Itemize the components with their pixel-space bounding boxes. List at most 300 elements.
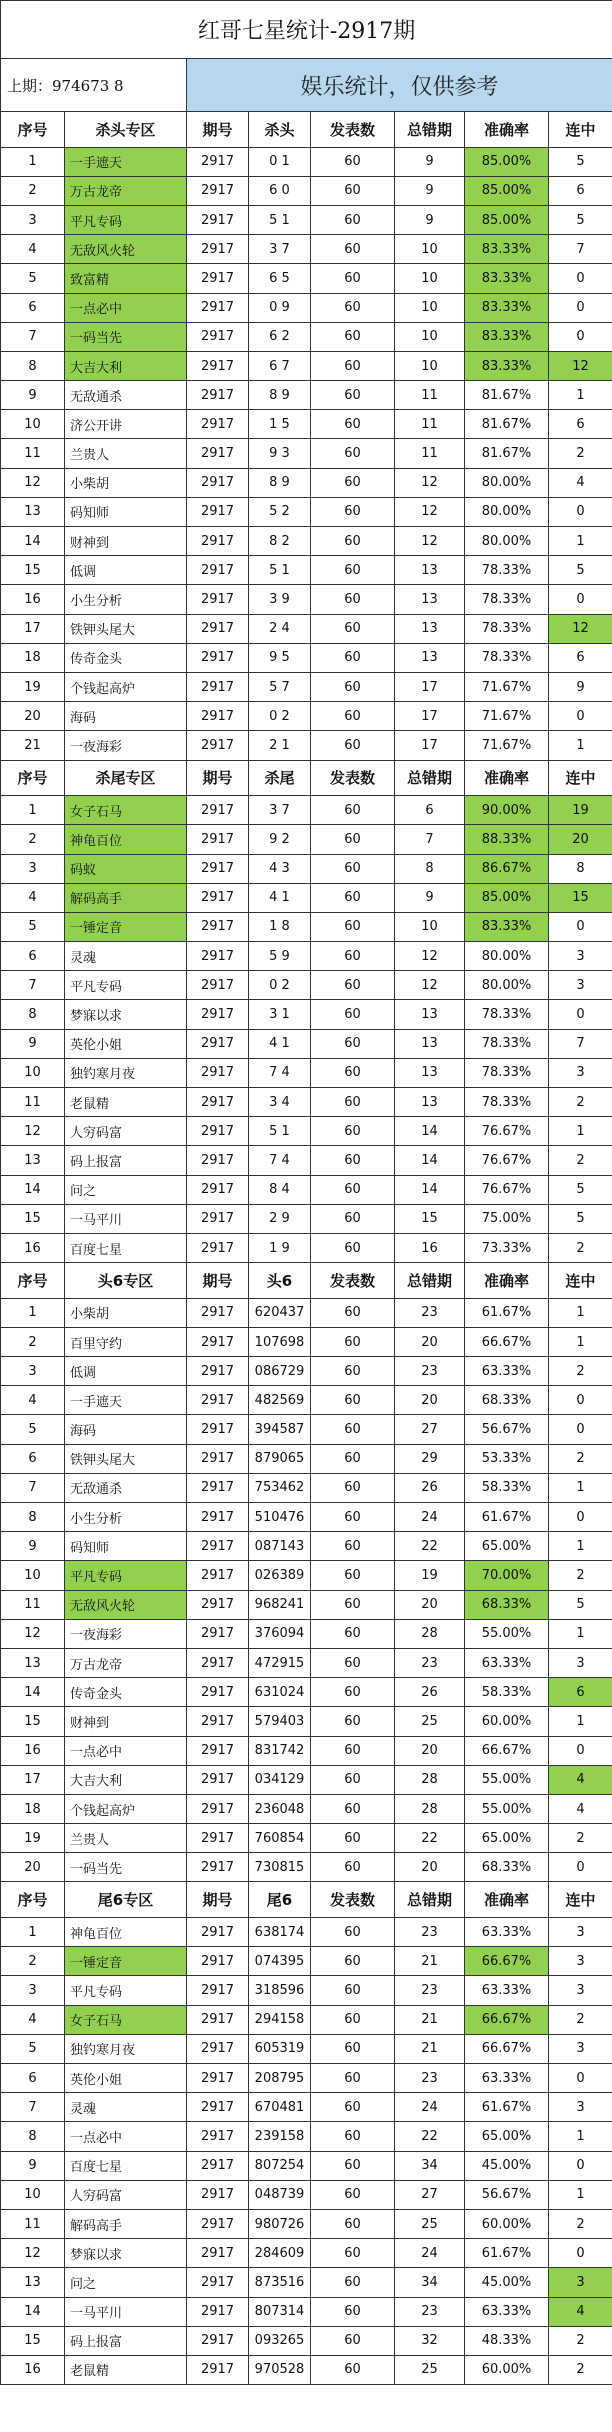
cell-pick: 376094 xyxy=(249,1619,311,1648)
cell-name: 人穷码富 xyxy=(65,2180,187,2209)
cell-pick: 7 4 xyxy=(249,1146,311,1175)
cell-index: 6 xyxy=(1,293,65,322)
cell-index: 15 xyxy=(1,1204,65,1233)
cell-misses: 19 xyxy=(395,1561,465,1590)
cell-issue: 2917 xyxy=(187,1853,249,1882)
cell-misses: 27 xyxy=(395,1415,465,1444)
cell-index: 17 xyxy=(1,1765,65,1794)
cell-issue: 2917 xyxy=(187,585,249,614)
cell-misses: 22 xyxy=(395,1532,465,1561)
cell-accuracy: 68.33% xyxy=(465,1853,549,1882)
cell-posts: 60 xyxy=(311,1947,395,1976)
cell-accuracy: 83.33% xyxy=(465,264,549,293)
cell-name: 个钱起高炉 xyxy=(65,1794,187,1823)
cell-issue: 2917 xyxy=(187,176,249,205)
table-row xyxy=(1,2034,612,2063)
header-streak: 连中 xyxy=(549,760,612,796)
cell-name: 济公开讲 xyxy=(65,410,187,439)
cell-index: 14 xyxy=(1,1175,65,1204)
cell-misses: 21 xyxy=(395,2005,465,2034)
cell-index: 20 xyxy=(1,702,65,731)
cell-name: 梦寐以求 xyxy=(65,2239,187,2268)
cell-accuracy: 61.67% xyxy=(465,1298,549,1327)
cell-name: 一点必中 xyxy=(65,1736,187,1765)
cell-misses: 23 xyxy=(395,1976,465,2005)
cell-streak: 9 xyxy=(549,672,612,701)
cell-issue: 2917 xyxy=(187,1327,249,1356)
cell-pick: 5 2 xyxy=(249,497,311,526)
cell-posts: 60 xyxy=(311,235,395,264)
cell-name: 老鼠精 xyxy=(65,1088,187,1117)
cell-misses: 13 xyxy=(395,1058,465,1087)
cell-pick: 670481 xyxy=(249,2093,311,2122)
cell-issue: 2917 xyxy=(187,614,249,643)
cell-streak: 2 xyxy=(549,2326,612,2355)
header-accuracy: 准确率 xyxy=(465,1882,549,1918)
table-row xyxy=(1,1117,612,1146)
cell-posts: 60 xyxy=(311,1000,395,1029)
cell-index: 11 xyxy=(1,439,65,468)
cell-name: 致富精 xyxy=(65,264,187,293)
cell-name: 一马平川 xyxy=(65,2297,187,2326)
cell-pick: 284609 xyxy=(249,2239,311,2268)
cell-posts: 60 xyxy=(311,825,395,854)
cell-index: 11 xyxy=(1,1088,65,1117)
cell-pick: 3 4 xyxy=(249,1088,311,1117)
cell-posts: 60 xyxy=(311,1444,395,1473)
cell-name: 财神到 xyxy=(65,1707,187,1736)
table-row xyxy=(1,410,612,439)
cell-misses: 23 xyxy=(395,1357,465,1386)
table-row xyxy=(1,702,612,731)
table-row xyxy=(1,2239,612,2268)
cell-name: 一手遮天 xyxy=(65,1386,187,1415)
cell-name: 英伦小姐 xyxy=(65,2064,187,2093)
table-row xyxy=(1,497,612,526)
cell-index: 11 xyxy=(1,2209,65,2238)
cell-issue: 2917 xyxy=(187,912,249,941)
cell-accuracy: 78.33% xyxy=(465,643,549,672)
cell-streak: 15 xyxy=(549,883,612,912)
cell-index: 3 xyxy=(1,1357,65,1386)
cell-misses: 10 xyxy=(395,912,465,941)
cell-misses: 8 xyxy=(395,854,465,883)
cell-streak: 3 xyxy=(549,1058,612,1087)
cell-streak: 2 xyxy=(549,1233,612,1262)
cell-misses: 17 xyxy=(395,672,465,701)
cell-streak: 3 xyxy=(549,1918,612,1947)
cell-posts: 60 xyxy=(311,147,395,176)
cell-misses: 20 xyxy=(395,1853,465,1882)
cell-name: 个钱起高炉 xyxy=(65,672,187,701)
cell-issue: 2917 xyxy=(187,293,249,322)
header-issue: 期号 xyxy=(187,1882,249,1918)
table-row xyxy=(1,1619,612,1648)
cell-index: 18 xyxy=(1,1794,65,1823)
cell-streak: 0 xyxy=(549,293,612,322)
cell-name: 一点必中 xyxy=(65,293,187,322)
cell-issue: 2917 xyxy=(187,731,249,760)
table-row xyxy=(1,1794,612,1823)
cell-index: 21 xyxy=(1,731,65,760)
info-row xyxy=(1,59,612,112)
cell-streak: 3 xyxy=(549,1648,612,1677)
cell-accuracy: 88.33% xyxy=(465,825,549,854)
cell-issue: 2917 xyxy=(187,1918,249,1947)
cell-streak: 3 xyxy=(549,971,612,1000)
cell-misses: 13 xyxy=(395,1088,465,1117)
cell-streak: 6 xyxy=(549,410,612,439)
cell-accuracy: 65.00% xyxy=(465,1532,549,1561)
cell-posts: 60 xyxy=(311,1561,395,1590)
cell-streak: 3 xyxy=(549,2268,612,2297)
cell-pick: 2 1 xyxy=(249,731,311,760)
cell-posts: 60 xyxy=(311,2297,395,2326)
cell-pick: 5 1 xyxy=(249,205,311,234)
cell-pick: 3 1 xyxy=(249,1000,311,1029)
table-row xyxy=(1,1415,612,1444)
cell-issue: 2917 xyxy=(187,439,249,468)
cell-streak: 1 xyxy=(549,2122,612,2151)
cell-accuracy: 81.67% xyxy=(465,381,549,410)
cell-posts: 60 xyxy=(311,2034,395,2063)
cell-misses: 12 xyxy=(395,527,465,556)
cell-misses: 14 xyxy=(395,1146,465,1175)
cell-pick: 0 9 xyxy=(249,293,311,322)
cell-posts: 60 xyxy=(311,971,395,1000)
table-row xyxy=(1,1561,612,1590)
cell-accuracy: 63.33% xyxy=(465,2297,549,2326)
cell-issue: 2917 xyxy=(187,1561,249,1590)
cell-streak: 2 xyxy=(549,1561,612,1590)
cell-posts: 60 xyxy=(311,1590,395,1619)
cell-posts: 60 xyxy=(311,381,395,410)
table-row xyxy=(1,1444,612,1473)
cell-misses: 10 xyxy=(395,235,465,264)
cell-misses: 22 xyxy=(395,1824,465,1853)
cell-index: 9 xyxy=(1,2151,65,2180)
cell-index: 1 xyxy=(1,147,65,176)
cell-streak: 4 xyxy=(549,468,612,497)
cell-index: 14 xyxy=(1,2297,65,2326)
cell-pick: 9 3 xyxy=(249,439,311,468)
cell-name: 海码 xyxy=(65,702,187,731)
table-row xyxy=(1,468,612,497)
cell-name: 平凡专码 xyxy=(65,205,187,234)
cell-posts: 60 xyxy=(311,2268,395,2297)
cell-issue: 2917 xyxy=(187,1415,249,1444)
header-streak: 连中 xyxy=(549,1263,612,1299)
table-row xyxy=(1,1204,612,1233)
cell-issue: 2917 xyxy=(187,2268,249,2297)
cell-pick: 753462 xyxy=(249,1473,311,1502)
cell-misses: 13 xyxy=(395,1029,465,1058)
cell-pick: 4 1 xyxy=(249,883,311,912)
cell-posts: 60 xyxy=(311,1503,395,1532)
cell-streak: 1 xyxy=(549,2180,612,2209)
cell-name: 问之 xyxy=(65,2268,187,2297)
cell-name: 码上报富 xyxy=(65,1146,187,1175)
cell-name: 低调 xyxy=(65,556,187,585)
cell-streak: 12 xyxy=(549,351,612,380)
cell-accuracy: 86.67% xyxy=(465,854,549,883)
cell-accuracy: 61.67% xyxy=(465,2093,549,2122)
cell-pick: 1 9 xyxy=(249,1233,311,1262)
cell-issue: 2917 xyxy=(187,2064,249,2093)
header-accuracy: 准确率 xyxy=(465,112,549,148)
cell-accuracy: 45.00% xyxy=(465,2151,549,2180)
cell-index: 7 xyxy=(1,322,65,351)
cell-name: 小生分析 xyxy=(65,1503,187,1532)
cell-misses: 11 xyxy=(395,410,465,439)
table-row xyxy=(1,796,612,825)
cell-issue: 2917 xyxy=(187,1590,249,1619)
cell-issue: 2917 xyxy=(187,1117,249,1146)
cell-issue: 2917 xyxy=(187,1976,249,2005)
cell-index: 14 xyxy=(1,527,65,556)
cell-misses: 25 xyxy=(395,2355,465,2384)
cell-accuracy: 65.00% xyxy=(465,1824,549,1853)
cell-posts: 60 xyxy=(311,322,395,351)
cell-misses: 24 xyxy=(395,2239,465,2268)
cell-posts: 60 xyxy=(311,672,395,701)
cell-index: 6 xyxy=(1,942,65,971)
cell-accuracy: 80.00% xyxy=(465,468,549,497)
cell-issue: 2917 xyxy=(187,1029,249,1058)
cell-streak: 2 xyxy=(549,2005,612,2034)
cell-index: 15 xyxy=(1,556,65,585)
title-row xyxy=(1,1,612,59)
cell-pick: 6 0 xyxy=(249,176,311,205)
cell-name: 一点必中 xyxy=(65,2122,187,2151)
cell-misses: 9 xyxy=(395,176,465,205)
cell-posts: 60 xyxy=(311,205,395,234)
cell-pick: 086729 xyxy=(249,1357,311,1386)
cell-misses: 12 xyxy=(395,468,465,497)
header-index: 序号 xyxy=(1,112,65,148)
cell-misses: 22 xyxy=(395,2122,465,2151)
table-row xyxy=(1,1765,612,1794)
cell-misses: 13 xyxy=(395,556,465,585)
cell-misses: 9 xyxy=(395,147,465,176)
cell-pick: 0 2 xyxy=(249,702,311,731)
cell-streak: 1 xyxy=(549,1707,612,1736)
cell-index: 13 xyxy=(1,1648,65,1677)
header-name: 杀尾专区 xyxy=(65,760,187,796)
cell-posts: 60 xyxy=(311,731,395,760)
header-accuracy: 准确率 xyxy=(465,1263,549,1299)
cell-index: 17 xyxy=(1,614,65,643)
cell-streak: 7 xyxy=(549,1029,612,1058)
cell-streak: 1 xyxy=(549,1473,612,1502)
cell-issue: 2917 xyxy=(187,1298,249,1327)
cell-issue: 2917 xyxy=(187,1386,249,1415)
cell-pick: 968241 xyxy=(249,1590,311,1619)
cell-issue: 2917 xyxy=(187,381,249,410)
table-row xyxy=(1,2151,612,2180)
table-row xyxy=(1,971,612,1000)
cell-accuracy: 58.33% xyxy=(465,1678,549,1707)
cell-misses: 21 xyxy=(395,2034,465,2063)
table-row xyxy=(1,2180,612,2209)
cell-accuracy: 66.67% xyxy=(465,1947,549,1976)
cell-name: 铁钾头尾大 xyxy=(65,614,187,643)
cell-accuracy: 66.67% xyxy=(465,1736,549,1765)
cell-issue: 2917 xyxy=(187,1444,249,1473)
cell-name: 梦寐以求 xyxy=(65,1000,187,1029)
cell-pick: 8 9 xyxy=(249,381,311,410)
cell-issue: 2917 xyxy=(187,672,249,701)
table-row xyxy=(1,1532,612,1561)
cell-streak: 1 xyxy=(549,1532,612,1561)
cell-misses: 20 xyxy=(395,1590,465,1619)
cell-posts: 60 xyxy=(311,1233,395,1262)
cell-name: 财神到 xyxy=(65,527,187,556)
cell-streak: 5 xyxy=(549,205,612,234)
cell-pick: 0 1 xyxy=(249,147,311,176)
cell-streak: 0 xyxy=(549,1386,612,1415)
cell-streak: 3 xyxy=(549,2093,612,2122)
cell-accuracy: 83.33% xyxy=(465,912,549,941)
cell-name: 解码高手 xyxy=(65,2209,187,2238)
cell-name: 兰贵人 xyxy=(65,1824,187,1853)
cell-accuracy: 83.33% xyxy=(465,293,549,322)
cell-issue: 2917 xyxy=(187,2093,249,2122)
cell-misses: 10 xyxy=(395,293,465,322)
cell-issue: 2917 xyxy=(187,1648,249,1677)
cell-posts: 60 xyxy=(311,585,395,614)
cell-posts: 60 xyxy=(311,2064,395,2093)
cell-index: 7 xyxy=(1,2093,65,2122)
cell-posts: 60 xyxy=(311,468,395,497)
cell-index: 5 xyxy=(1,2034,65,2063)
header-misses: 总错期 xyxy=(395,1882,465,1918)
cell-posts: 60 xyxy=(311,1058,395,1087)
cell-index: 12 xyxy=(1,1619,65,1648)
cell-streak: 6 xyxy=(549,176,612,205)
last-draw-label: 上期：974673 8 xyxy=(1,59,187,112)
cell-pick: 087143 xyxy=(249,1532,311,1561)
table-row xyxy=(1,1088,612,1117)
cell-index: 4 xyxy=(1,2005,65,2034)
cell-pick: 208795 xyxy=(249,2064,311,2093)
header-issue: 期号 xyxy=(187,112,249,148)
cell-streak: 0 xyxy=(549,2064,612,2093)
cell-name: 码上报富 xyxy=(65,2326,187,2355)
table-row xyxy=(1,439,612,468)
cell-misses: 20 xyxy=(395,1327,465,1356)
cell-index: 4 xyxy=(1,235,65,264)
cell-misses: 9 xyxy=(395,883,465,912)
cell-streak: 0 xyxy=(549,1000,612,1029)
cell-posts: 60 xyxy=(311,883,395,912)
cell-index: 3 xyxy=(1,854,65,883)
cell-pick: 3 7 xyxy=(249,796,311,825)
cell-pick: 1 5 xyxy=(249,410,311,439)
cell-name: 一夜海彩 xyxy=(65,1619,187,1648)
cell-posts: 60 xyxy=(311,1619,395,1648)
cell-misses: 14 xyxy=(395,1117,465,1146)
cell-misses: 10 xyxy=(395,351,465,380)
cell-streak: 2 xyxy=(549,2355,612,2384)
cell-posts: 60 xyxy=(311,854,395,883)
cell-pick: 2 9 xyxy=(249,1204,311,1233)
cell-pick: 482569 xyxy=(249,1386,311,1415)
cell-posts: 60 xyxy=(311,410,395,439)
cell-index: 1 xyxy=(1,796,65,825)
table-row xyxy=(1,351,612,380)
cell-issue: 2917 xyxy=(187,1736,249,1765)
cell-accuracy: 80.00% xyxy=(465,971,549,1000)
cell-name: 百度七星 xyxy=(65,1233,187,1262)
cell-issue: 2917 xyxy=(187,2209,249,2238)
cell-misses: 29 xyxy=(395,1444,465,1473)
cell-pick: 879065 xyxy=(249,1444,311,1473)
cell-name: 独钓寒月夜 xyxy=(65,2034,187,2063)
table-row xyxy=(1,1000,612,1029)
table-row xyxy=(1,1175,612,1204)
cell-pick: 807254 xyxy=(249,2151,311,2180)
cell-posts: 60 xyxy=(311,293,395,322)
cell-pick: 8 2 xyxy=(249,527,311,556)
cell-accuracy: 73.33% xyxy=(465,1233,549,1262)
cell-accuracy: 66.67% xyxy=(465,2005,549,2034)
cell-accuracy: 58.33% xyxy=(465,1473,549,1502)
cell-accuracy: 63.33% xyxy=(465,1648,549,1677)
cell-index: 15 xyxy=(1,2326,65,2355)
cell-streak: 20 xyxy=(549,825,612,854)
cell-accuracy: 76.67% xyxy=(465,1175,549,1204)
cell-issue: 2917 xyxy=(187,1000,249,1029)
cell-misses: 24 xyxy=(395,1503,465,1532)
cell-pick: 5 9 xyxy=(249,942,311,971)
table-row xyxy=(1,1503,612,1532)
cell-name: 传奇金头 xyxy=(65,1678,187,1707)
cell-posts: 60 xyxy=(311,643,395,672)
cell-pick: 6 5 xyxy=(249,264,311,293)
cell-name: 铁钾头尾大 xyxy=(65,1444,187,1473)
cell-name: 大吉大利 xyxy=(65,1765,187,1794)
header-name: 头6专区 xyxy=(65,1263,187,1299)
cell-index: 1 xyxy=(1,1298,65,1327)
table-row xyxy=(1,1058,612,1087)
cell-index: 7 xyxy=(1,1473,65,1502)
cell-accuracy: 80.00% xyxy=(465,497,549,526)
cell-streak: 1 xyxy=(549,1327,612,1356)
cell-streak: 4 xyxy=(549,1794,612,1823)
cell-pick: 4 1 xyxy=(249,1029,311,1058)
cell-posts: 60 xyxy=(311,1824,395,1853)
table-row xyxy=(1,643,612,672)
cell-issue: 2917 xyxy=(187,1532,249,1561)
cell-posts: 60 xyxy=(311,1415,395,1444)
table-row xyxy=(1,1947,612,1976)
cell-index: 16 xyxy=(1,1736,65,1765)
cell-misses: 10 xyxy=(395,264,465,293)
cell-name: 平凡专码 xyxy=(65,1976,187,2005)
cell-issue: 2917 xyxy=(187,1765,249,1794)
cell-index: 8 xyxy=(1,351,65,380)
cell-posts: 60 xyxy=(311,2122,395,2151)
cell-name: 百里守约 xyxy=(65,1327,187,1356)
cell-misses: 17 xyxy=(395,731,465,760)
cell-pick: 6 7 xyxy=(249,351,311,380)
cell-posts: 60 xyxy=(311,1765,395,1794)
cell-name: 女子石马 xyxy=(65,796,187,825)
cell-name: 老鼠精 xyxy=(65,2355,187,2384)
cell-streak: 0 xyxy=(549,2151,612,2180)
cell-streak: 0 xyxy=(549,1503,612,1532)
